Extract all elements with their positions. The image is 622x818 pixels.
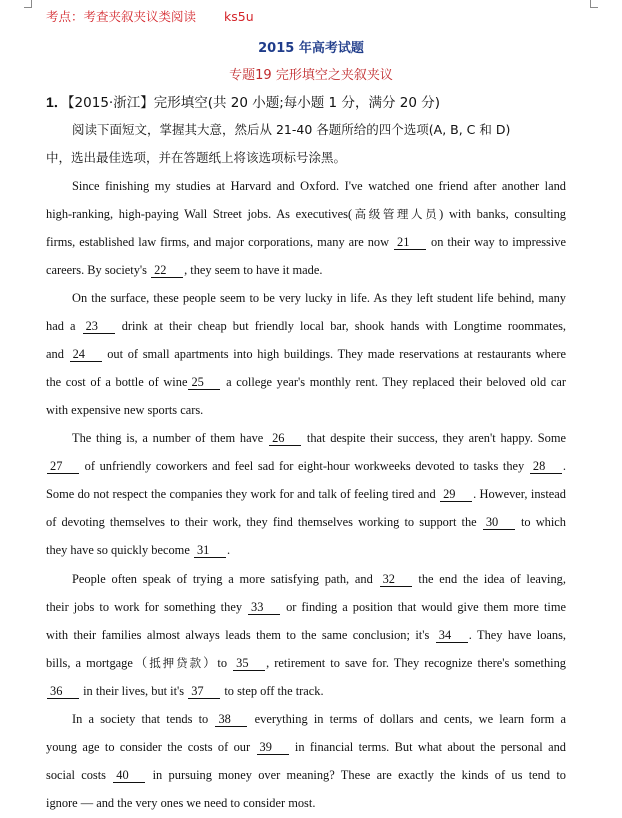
passage-line: of devoting themselves to their work, they find themselves working to support the 30 to which [46,515,566,529]
chinese-gloss: 抵押贷款 [149,656,204,670]
watermark-code: ks5u [224,9,254,24]
blank-27: 27 [47,460,79,474]
passage-line: the cost of a bottle of wine 25 a college year's monthly rent. They replaced their beloved old car [46,375,566,389]
question-number: 1． [46,94,68,110]
blank-40: 40 [113,769,145,783]
blank-34: 34 [436,629,468,643]
blank-38: 38 [215,713,247,727]
passage-line: with their families almost always leads them to the same conclusion; it's 34 . They have loans, [46,628,566,642]
passage-line: they have so quickly become 31 . [46,543,231,557]
question-source: 【2015·浙江】完形填空(共 20 小题;每小题 1 分，满分 20 分) [67,95,440,111]
blank-21: 21 [394,236,426,250]
passage-line: had a 23 drink at their cheap but friendly local bar, shook hands with Longtime roommates, [46,319,566,333]
blank-30: 30 [483,516,515,530]
passage-line: 27 of unfriendly coworkers and feel sad for eight-hour workweeks devoted to tasks they 28 . [46,457,566,475]
instruction-line-2: 中，选出最佳选项，并在答题纸上将该选项标号涂黑。 [46,150,347,165]
passage-line: In a society that tends to 38 everything in terms of dollars and cents, we learn form a [72,712,567,726]
page-corner-mark-left [24,0,32,8]
blank-36: 36 [47,685,79,699]
chinese-gloss: 高级管理人员 [352,207,440,221]
passage-line: with expensive new sports cars. [46,403,204,417]
passage-line: People often speak of trying a more satisfying path, and 32 the end the idea of leaving, [72,572,566,586]
blank-26: 26 [269,432,301,446]
passage-line: and 24 out of small apartments into high buildings. They made reservations at restaurants where [46,347,566,361]
passage-line: careers. By society's 22 , they seem to have it made. [46,263,323,277]
passage-line: Some do not respect the companies they work for and talk of feeling tired and 29 . However, instead [46,487,566,501]
topic-tag-text: 考点：考查夹叙夹议类阅读 [46,9,197,24]
passage-line: On the surface, these people seem to be very lucky in life. As they left student life behind, many [72,291,566,305]
passage-line: The thing is, a number of them have 26 that despite their success, they aren't happy. Some [72,431,567,445]
blank-24: 24 [70,348,102,362]
passage-line: firms, established law firms, and major corporations, many are now 21 on their way to impressive [46,235,566,249]
blank-25: 25 [188,376,220,390]
passage-line: ignore — and the very ones we need to consider most. [46,796,316,810]
question-header [46,91,440,112]
passage-line: bills, a mortgage（抵押贷款）to 35 , retirement to save for. They recognize there's something [46,656,567,670]
blank-35: 35 [233,657,265,671]
instruction-line-1: 阅读下面短文，掌握其大意，然后从 21-40 各题所给的四个选项(A, B, C 和 D) [72,122,511,137]
page-title: 2015 年高考试题 [258,41,364,56]
passage-line: social costs 40 in pursuing money over meaning? These are exactly the kinds of us tend to [46,768,566,782]
blank-23: 23 [83,320,115,334]
blank-31: 31 [194,544,226,558]
blank-29: 29 [440,488,472,502]
page-corner-mark-right [590,0,598,8]
passage-line: young age to consider the costs of our 39 in financial terms. But what about the personal and [46,740,566,754]
blank-37: 37 [188,685,220,699]
passage-line: Since finishing my studies at Harvard and Oxford. I've watched one friend after another land [72,179,566,193]
passage-line: 36 in their lives, but it's 37 to step off the track. [46,682,566,700]
blank-33: 33 [248,601,280,615]
blank-39: 39 [257,741,289,755]
passage-line: high-ranking, high-paying Wall Street jobs. As executives(高级管理人员) with banks, consulting [46,207,566,221]
topic-tag [46,7,254,25]
passage-line: their jobs to work for something they 33 or finding a position that would give them more time [46,600,566,614]
blank-32: 32 [380,573,412,587]
page-subtitle: 专题19 完形填空之夹叙夹议 [229,68,393,83]
blank-22: 22 [151,264,183,278]
blank-28: 28 [530,460,562,474]
